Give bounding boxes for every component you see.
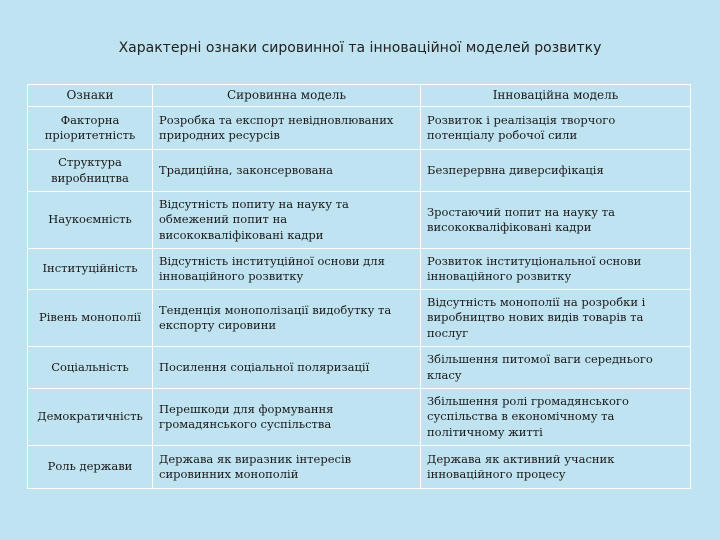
table-row bbox=[28, 290, 691, 347]
raw-model-cell: Держава як виразник інтересів сировинних монополій bbox=[153, 446, 421, 489]
innovation-model-cell: Збільшення ролі громадянського суспільства в економічному та політичному житті bbox=[421, 389, 691, 446]
feature-cell: Рівень монополії bbox=[28, 290, 153, 347]
header-innovation-model: Інноваційна модель bbox=[421, 85, 691, 107]
raw-model-cell: Відсутність попиту на науку та обмежений попит на висококваліфіковані кадри bbox=[153, 192, 421, 249]
table-row bbox=[28, 150, 691, 192]
table-row bbox=[28, 446, 691, 489]
feature-cell: Соціальність bbox=[28, 347, 153, 389]
innovation-model-cell: Розвиток і реалізація творчого потенціалу робочої сили bbox=[421, 107, 691, 150]
raw-model-cell: Тенденція монополізації видобутку та експорту сировини bbox=[153, 290, 421, 347]
innovation-model-cell: Держава як активний учасник інноваційного процесу bbox=[421, 446, 691, 489]
feature-cell: Факторна пріоритетність bbox=[28, 107, 153, 150]
feature-cell: Структура виробництва bbox=[28, 150, 153, 192]
comparison-table bbox=[27, 84, 691, 489]
table-row bbox=[28, 107, 691, 150]
raw-model-cell: Відсутність інституційної основи для інноваційного розвитку bbox=[153, 249, 421, 290]
header-raw-model: Сировинна модель bbox=[153, 85, 421, 107]
feature-cell: Наукоємність bbox=[28, 192, 153, 249]
innovation-model-cell: Відсутність монополії на розробки і виробництво нових видів товарів та послуг bbox=[421, 290, 691, 347]
table-row bbox=[28, 347, 691, 389]
page-title: Характерні ознаки сировинної та інноваційної моделей розвитку bbox=[118, 40, 602, 56]
feature-cell: Демократичність bbox=[28, 389, 153, 446]
innovation-model-cell: Зростаючий попит на науку та висококваліфіковані кадри bbox=[421, 192, 691, 249]
raw-model-cell: Традиційна, законсервована bbox=[153, 150, 421, 192]
table-row bbox=[28, 389, 691, 446]
innovation-model-cell: Розвиток інституціональної основи інноваційного розвитку bbox=[421, 249, 691, 290]
table-row bbox=[28, 192, 691, 249]
feature-cell: Роль держави bbox=[28, 446, 153, 489]
table-header-row bbox=[28, 85, 691, 107]
innovation-model-cell: Збільшення питомої ваги середнього класу bbox=[421, 347, 691, 389]
raw-model-cell: Розробка та експорт невідновлюваних природних ресурсів bbox=[153, 107, 421, 150]
table-row bbox=[28, 249, 691, 290]
header-features: Ознаки bbox=[28, 85, 153, 107]
raw-model-cell: Перешкоди для формування громадянського суспільства bbox=[153, 389, 421, 446]
feature-cell: Інституційність bbox=[28, 249, 153, 290]
innovation-model-cell: Безперервна диверсифікація bbox=[421, 150, 691, 192]
raw-model-cell: Посилення соціальної поляризації bbox=[153, 347, 421, 389]
